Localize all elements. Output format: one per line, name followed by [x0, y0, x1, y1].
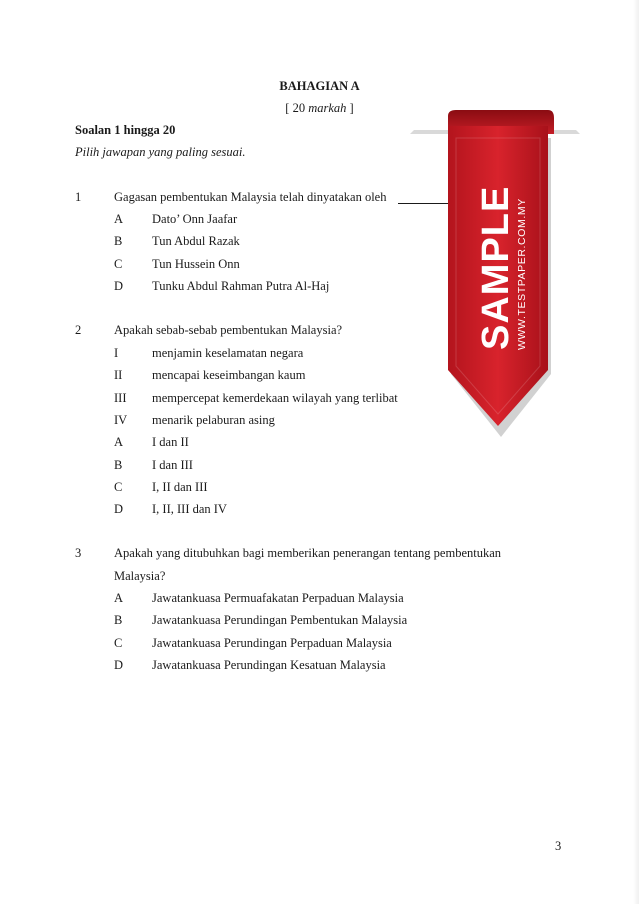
option-label: C [114, 636, 123, 650]
option-text: Jawatankuasa Perundingan Kesatuan Malaysia [152, 658, 386, 672]
option-text: Tun Abdul Razak [152, 234, 240, 248]
statement-label: II [114, 368, 123, 382]
option-label: A [114, 591, 124, 605]
option-text: I, II, III dan IV [152, 502, 227, 516]
marks-close: ] [346, 101, 354, 115]
section-title: BAHAGIAN A [279, 79, 360, 93]
statement-label: III [114, 391, 127, 405]
option-label: A [114, 435, 124, 449]
statement-label: IV [114, 413, 128, 427]
watermark-site: WWW.TESTPAPER.COM.MY [516, 198, 528, 350]
question-text: Apakah yang ditubuhkan bagi memberikan penerangan tentang pembentukan [114, 546, 502, 560]
question-number: 3 [75, 546, 82, 560]
option-text: Dato’ Onn Jaafar [152, 212, 238, 226]
option-label: B [114, 234, 123, 248]
option-text: I dan II [152, 435, 189, 449]
watermark-main: SAMPLE [475, 185, 517, 350]
question-number: 1 [75, 190, 82, 204]
option-label: C [114, 257, 123, 271]
instruction: Pilih jawapan yang paling sesuai. [75, 145, 246, 159]
option-label: B [114, 458, 123, 472]
option-text: Jawatankuasa Perundingan Pembentukan Malaysia [152, 613, 408, 627]
option-text: Jawatankuasa Permuafakatan Perpaduan Malaysia [152, 591, 404, 605]
question-number: 2 [75, 323, 82, 337]
option-label: C [114, 480, 123, 494]
option-text: Tun Hussein Onn [152, 257, 240, 271]
option-label: D [114, 502, 124, 516]
option-text: Jawatankuasa Perundingan Perpaduan Malaysia [152, 636, 392, 650]
marks-open: [ 20 [285, 101, 309, 115]
option-text: Tunku Abdul Rahman Putra Al-Haj [152, 279, 330, 293]
statement-label: I [114, 346, 119, 360]
option-text: I dan III [152, 458, 193, 472]
question-text-cont: Malaysia? [114, 569, 166, 583]
option-label: A [114, 212, 124, 226]
option-label: B [114, 613, 123, 627]
statement-text: menjamin keselamatan negara [152, 346, 304, 360]
statement-text: mempercepat kemerdekaan wilayah yang terlibat [152, 391, 398, 405]
statement-text: mencapai keseimbangan kaum [152, 368, 306, 382]
question-text: Gagasan pembentukan Malaysia telah dinyatakan oleh [114, 190, 387, 204]
page-edge-shadow [633, 0, 639, 904]
statement-text: menarik pelaburan asing [152, 413, 275, 427]
sample-ribbon-watermark [408, 108, 582, 440]
question-range: Soalan 1 hingga 20 [75, 123, 176, 137]
marks-word: markah [308, 101, 347, 115]
option-label: D [114, 658, 124, 672]
question-text: Apakah sebab-sebab pembentukan Malaysia? [114, 323, 343, 337]
option-text: I, II dan III [152, 480, 208, 494]
option-label: D [114, 279, 124, 293]
page-number: 3 [555, 839, 562, 853]
